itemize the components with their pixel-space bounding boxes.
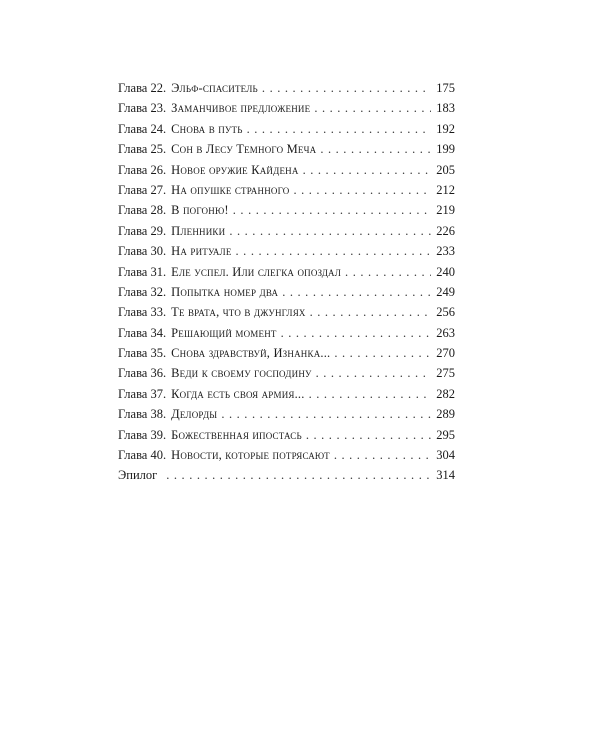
toc-entry-title: Попытка номер два (171, 284, 279, 299)
toc-entry-page: 233 (436, 244, 455, 259)
toc-entry-number: Глава 37. (118, 386, 167, 401)
toc-entry-page: 212 (436, 182, 455, 197)
toc-entry-page: 295 (436, 427, 455, 442)
toc-entry-number: Глава 33. (118, 305, 167, 320)
toc-entry-number: Глава 36. (118, 366, 167, 381)
toc-entry-number: Глава 23. (118, 101, 167, 116)
toc-entry-page: 270 (436, 346, 455, 361)
toc-entry-chapter-30 (118, 241, 455, 261)
toc-entry-page: 240 (436, 264, 455, 279)
toc-entry-chapter-31 (118, 262, 455, 282)
toc-entry-title: Эльф-спаситель (171, 81, 258, 95)
dot-leader (306, 425, 431, 445)
toc-entry-page: 282 (436, 386, 455, 401)
table-of-contents (118, 78, 455, 486)
toc-entry-title: В погоню! (171, 203, 229, 218)
dot-leader (229, 221, 431, 241)
toc-entry-number: Глава 35. (118, 346, 167, 361)
toc-entry-page: 275 (436, 366, 455, 381)
toc-entry-page: 205 (436, 162, 455, 177)
toc-entry-page: 226 (436, 223, 455, 238)
dot-leader (345, 262, 431, 282)
dot-leader (316, 363, 431, 383)
toc-entry-chapter-28 (118, 200, 455, 220)
toc-entry-title: Божественная ипостась (171, 427, 302, 442)
dot-leader (320, 139, 431, 159)
toc-entry-chapter-40 (118, 445, 455, 465)
toc-entry-chapter-32 (118, 282, 455, 302)
toc-entry-page: 256 (436, 305, 455, 320)
toc-entry-title: Снова в путь (171, 121, 243, 136)
toc-entry-page: 289 (436, 407, 455, 422)
toc-entry-title: На опушке странного (171, 182, 290, 197)
toc-entry-page: 249 (436, 284, 455, 299)
toc-entry-chapter-38 (118, 404, 455, 424)
toc-entry-page: 199 (436, 142, 455, 157)
toc-entry-chapter-37 (118, 384, 455, 404)
toc-entry-chapter-39 (118, 425, 455, 445)
toc-entry-number: Глава 38. (118, 407, 167, 422)
toc-entry-chapter-33 (118, 302, 455, 322)
dot-leader (262, 78, 431, 98)
toc-entry-number: Глава 39. (118, 427, 167, 442)
dot-leader (303, 160, 431, 180)
toc-entry-number: Глава 27. (118, 182, 167, 197)
toc-entry-chapter-24 (118, 119, 455, 139)
toc-entry-page: 314 (436, 468, 455, 483)
toc-entry-chapter-23 (118, 98, 455, 118)
dot-leader (221, 404, 431, 424)
toc-entry-number: Глава 30. (118, 244, 167, 259)
dot-leader (293, 180, 431, 200)
toc-entry-number: Глава 40. (118, 448, 167, 463)
toc-entry-chapter-36 (118, 363, 455, 383)
toc-entry-chapter-25 (118, 139, 455, 159)
dot-leader (334, 343, 431, 363)
toc-entry-page: 263 (436, 325, 455, 340)
toc-entry-chapter-35 (118, 343, 455, 363)
toc-entry-title: Когда есть своя армия... (171, 386, 305, 401)
dot-leader (166, 465, 431, 485)
toc-entry-chapter-29 (118, 221, 455, 241)
toc-entry-chapter-34 (118, 323, 455, 343)
toc-entry-page: 192 (436, 121, 455, 136)
dot-leader (309, 384, 431, 404)
toc-entry-number: Глава 26. (118, 162, 167, 177)
toc-entry-title: Еле успел. Или слегка опоздал (171, 264, 342, 279)
toc-entry-epilogue (118, 465, 455, 485)
toc-entry-chapter-26 (118, 160, 455, 180)
toc-entry-title: Сон в Лесу Темного Меча (171, 142, 317, 157)
toc-entry-chapter-27 (118, 180, 455, 200)
toc-entry-title: Веди к своему господину (171, 366, 312, 381)
toc-entry-chapter-22 (118, 78, 455, 98)
toc-entry-title: Заманчивое предложение (171, 101, 311, 116)
toc-entry-title: Те врата, что в джунглях (171, 305, 306, 320)
toc-entry-number: Глава 34. (118, 325, 167, 340)
toc-entry-title: Снова здравствуй, Изнанка... (171, 346, 331, 361)
dot-leader (247, 119, 431, 139)
toc-entry-title: Новости, которые потрясают (171, 448, 330, 463)
toc-entry-number: Эпилог (118, 468, 158, 483)
toc-entry-number: Глава 25. (118, 142, 167, 157)
dot-leader (334, 445, 431, 465)
toc-entry-title: Новое оружие Кайдена (171, 162, 299, 177)
toc-entry-number: Глава 31. (118, 264, 167, 279)
toc-entry-title: Пленники (171, 223, 226, 238)
dot-leader (281, 323, 431, 343)
toc-entry-page: 304 (436, 448, 455, 463)
toc-entry-number: Глава 28. (118, 203, 167, 218)
toc-entry-number: Глава 22. (118, 81, 167, 95)
dot-leader (236, 241, 431, 261)
dot-leader (314, 98, 431, 118)
toc-entry-page: 183 (436, 101, 455, 116)
dot-leader (310, 302, 431, 322)
dot-leader (282, 282, 431, 302)
dot-leader (233, 200, 431, 220)
toc-entry-number: Глава 29. (118, 223, 167, 238)
toc-entry-page: 175 (436, 81, 455, 95)
toc-entry-number: Глава 32. (118, 284, 167, 299)
toc-entry-title: Делорды (171, 407, 218, 422)
toc-entry-title: На ритуале (171, 244, 232, 259)
toc-entry-number: Глава 24. (118, 121, 167, 136)
toc-entry-title: Решающий момент (171, 325, 277, 340)
toc-entry-page: 219 (436, 203, 455, 218)
